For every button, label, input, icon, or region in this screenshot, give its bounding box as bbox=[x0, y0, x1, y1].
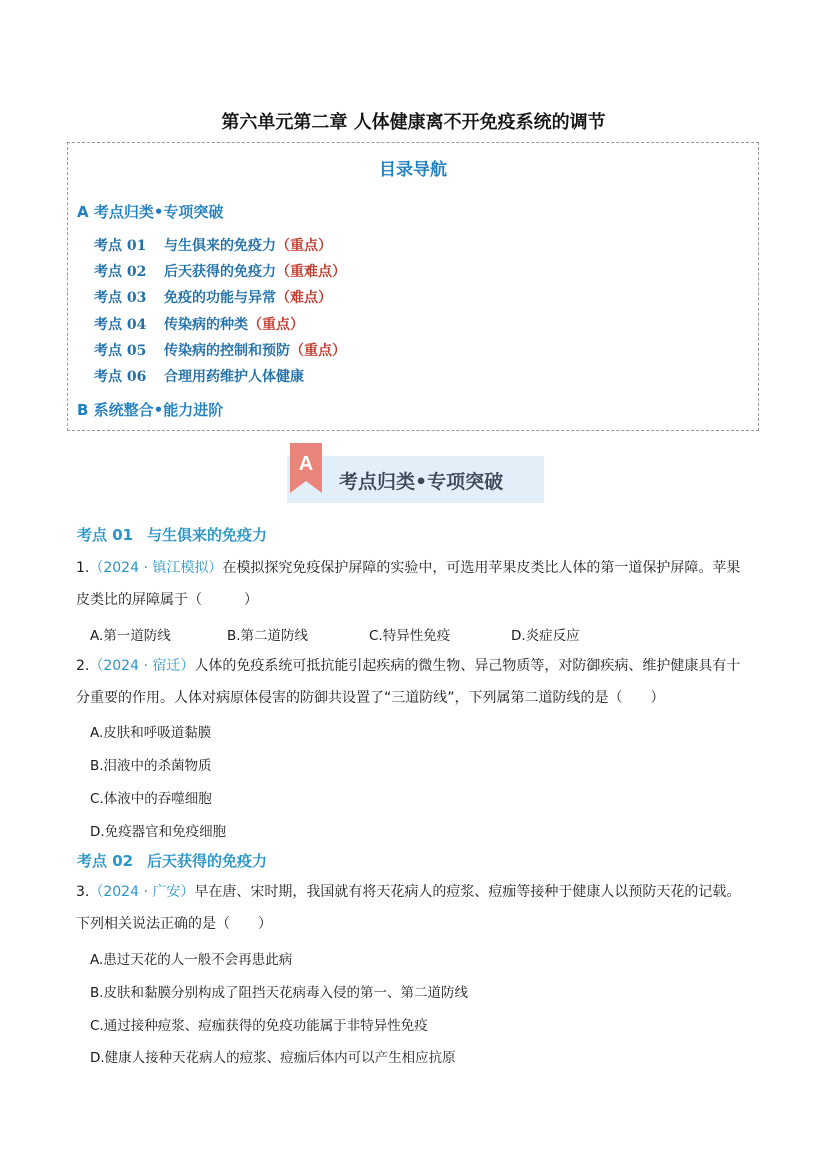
kaodian-heading: 考点 01 与生俱来的免疫力 bbox=[77, 526, 268, 544]
toc-item[interactable]: 考点 05 传染病的控制和预防（重点） bbox=[94, 342, 346, 359]
toc-section-b: B 系统整合•能力进阶 bbox=[77, 401, 224, 419]
question-3-option-b[interactable]: B.皮肤和黏膜分别构成了阻挡天花病毒入侵的第一、第二道防线 bbox=[90, 985, 469, 1001]
question-1-line-2: 皮类比的屏障属于（ ） bbox=[76, 592, 258, 608]
toc-item[interactable]: 考点 03 免疫的功能与异常（难点） bbox=[94, 290, 332, 307]
question-2-option-a[interactable]: A.皮肤和呼吸道黏膜 bbox=[90, 725, 212, 741]
question-1-option-d[interactable]: D.炎症反应 bbox=[511, 628, 580, 644]
document-title: 第六单元第二章 人体健康离不开免疫系统的调节 bbox=[221, 112, 606, 133]
banner-title: 考点归类•专项突破 bbox=[339, 471, 504, 493]
question-3-option-c[interactable]: C.通过接种痘浆、痘痂获得的免疫功能属于非特异性免疫 bbox=[90, 1018, 428, 1034]
toc-section-a: A 考点归类•专项突破 bbox=[77, 203, 224, 221]
question-3-option-d[interactable]: D.健康人接种天花病人的痘浆、痘痂后体内可以产生相应抗原 bbox=[90, 1050, 456, 1066]
question-1-line-1: 1.（2024 · 镇江模拟）在模拟探究免疫保护屏障的实验中，可选用苹果皮类比人体的第一道保护屏障。苹果 bbox=[76, 560, 741, 576]
question-2-line-2: 分重要的作用。人体对病原体侵害的防御共设置了“三道防线”，下列属第二道防线的是（ ） bbox=[76, 690, 665, 706]
question-3-line-2: 下列相关说法正确的是（ ） bbox=[76, 916, 272, 932]
svg-text:A: A bbox=[298, 453, 314, 475]
question-2-line-1: 2.（2024 · 宿迁）人体的免疫系统可抵抗能引起疾病的微生物、异己物质等，对防御疾病、维护健康具有十 bbox=[76, 658, 741, 674]
toc-box bbox=[67, 142, 759, 431]
kaodian-heading: 考点 02 后天获得的免疫力 bbox=[77, 852, 268, 870]
toc-item[interactable]: 考点 04 传染病的种类（重点） bbox=[94, 316, 304, 333]
toc-item[interactable]: 考点 01 与生俱来的免疫力（重点） bbox=[94, 238, 332, 254]
toc-heading: 目录导航 bbox=[379, 160, 447, 180]
question-3-line-1: 3.（2024 · 广安）早在唐、宋时期，我国就有将天花病人的痘浆、痘痂等接种于健康人以预防天花的记载。 bbox=[76, 884, 741, 900]
question-2-option-d[interactable]: D.免疫器官和免疫细胞 bbox=[90, 824, 227, 840]
toc-item[interactable]: 考点 06 合理用药维护人体健康 bbox=[94, 368, 304, 385]
question-2-option-b[interactable]: B.泪液中的杀菌物质 bbox=[90, 758, 212, 774]
toc-item[interactable]: 考点 02 后天获得的免疫力（重难点） bbox=[94, 264, 346, 281]
question-2-option-c[interactable]: C.体液中的吞噬细胞 bbox=[90, 791, 212, 807]
toc-list bbox=[94, 233, 346, 390]
question-1-option-a[interactable]: A.第一道防线 bbox=[90, 628, 171, 644]
banner-letter-icon bbox=[290, 443, 322, 493]
question-1-option-b[interactable]: B.第二道防线 bbox=[227, 628, 309, 644]
question-1-option-c[interactable]: C.特异性免疫 bbox=[369, 628, 451, 644]
section-banner bbox=[287, 443, 544, 503]
question-3-option-a[interactable]: A.患过天花的人一般不会再患此病 bbox=[90, 952, 293, 968]
